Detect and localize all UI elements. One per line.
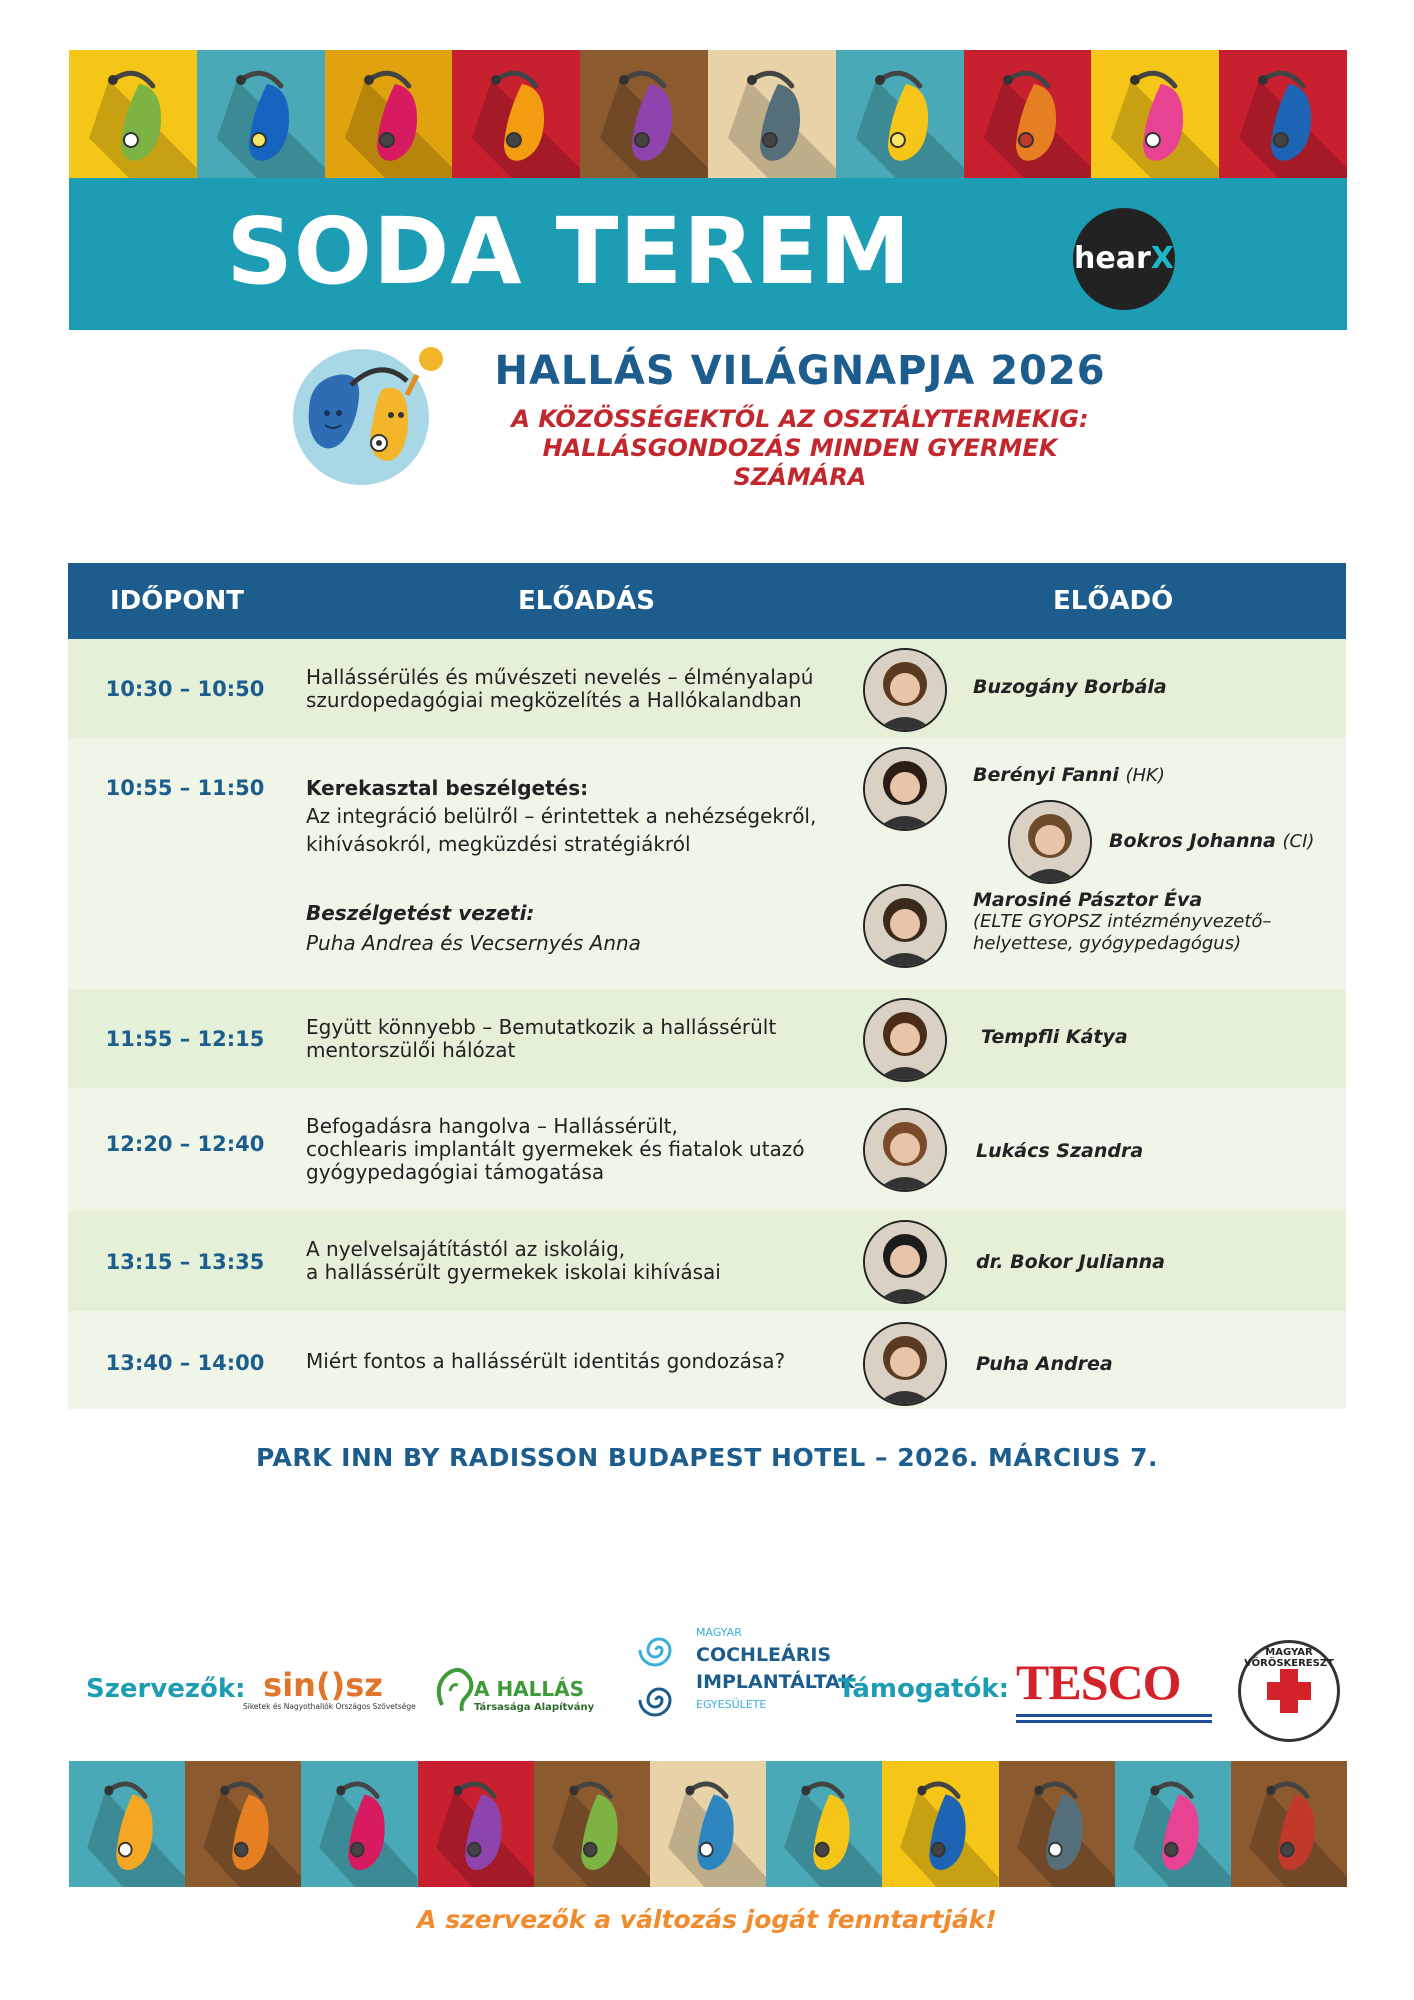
ear-icon: [434, 1665, 474, 1717]
sinosz-tagline: Siketek és Nagyothallók Országos Szövetsége: [243, 1702, 416, 1711]
red-cross-logo: [1238, 1640, 1340, 1742]
hearing-aid-tile: [69, 50, 197, 178]
table-row: [68, 738, 1346, 989]
hearing-aid-tile: [836, 50, 964, 178]
panel-title: Kerekasztal beszélgetés:: [306, 776, 589, 800]
sinosz-logo: [243, 1666, 416, 1711]
time-slot: 10:55 – 11:50: [105, 776, 265, 800]
hearing-aid-tile: [185, 1761, 301, 1887]
talk-line: a hallássérült gyermekek iskolai kihívásai: [306, 1260, 721, 1284]
ahallas-logo-name: A HALLÁS: [474, 1677, 585, 1701]
hearing-aid-tile: [708, 50, 836, 178]
hearing-aid-tile: [1091, 50, 1219, 178]
speaker-name-text: Berényi Fanni: [973, 764, 1119, 786]
moderator-label: Beszélgetést vezeti:: [306, 901, 535, 925]
tesco-stripe: [1016, 1720, 1212, 1723]
speaker-photo: [1008, 800, 1092, 884]
speaker-note: (ELTE GYOPSZ intézményvezető–: [973, 911, 1272, 932]
table-row: [68, 1210, 1346, 1311]
talk-line: A nyelvelsajátítástól az iskoláig,: [306, 1237, 626, 1261]
hearing-aid-tile: [650, 1761, 766, 1887]
speaker-name-text: Bokros Johanna: [1109, 830, 1276, 852]
red-cross-text: MAGYAR VÖRÖSKERESZT: [1244, 1647, 1334, 1669]
spiral-icon: [634, 1625, 684, 1725]
tesco-stripe: [1016, 1714, 1212, 1717]
cochlear-association-logo: [634, 1625, 855, 1725]
time-slot: 10:30 – 10:50: [105, 677, 265, 701]
column-header-speaker: ELŐADÓ: [1053, 586, 1174, 616]
hearing-aid-tile: [1231, 1761, 1347, 1887]
talk-title: [306, 1016, 886, 1062]
venue-date: PARK INN BY RADISSON BUDAPEST HOTEL – 2026. MÁRCIUS 7.: [255, 1443, 1159, 1472]
cochlear-line: IMPLANTÁLTAK: [696, 1671, 855, 1693]
speaker-photo: [863, 1220, 947, 1304]
speaker-note: (CI): [1282, 831, 1315, 852]
subtitle-line: A KÖZÖSSÉGEKTŐL AZ OSZTÁLYTERMEKIG:: [511, 405, 1089, 433]
hearing-aid-tile: [964, 50, 1092, 178]
table-row: [68, 989, 1346, 1088]
time-slot: 11:55 – 12:15: [105, 1027, 265, 1051]
talk-title: [306, 774, 886, 858]
hearing-aid-tile: [325, 50, 453, 178]
hearing-aid-tile: [1219, 50, 1347, 178]
talk-line: Együtt könnyebb – Bemutatkozik a hallássérült: [306, 1015, 777, 1039]
hearx-logo-text: hearX: [1074, 241, 1174, 276]
speaker-name: [973, 889, 1271, 955]
talk-line: kihívásokról, megküzdési stratégiákról: [306, 832, 691, 856]
subtitle-line: SZÁMÁRA: [733, 463, 867, 491]
talk-title: [306, 1238, 886, 1284]
speaker-photo: [863, 1108, 947, 1192]
table-row: [68, 639, 1346, 738]
talk-line: gyógypedagógiai támogatása: [306, 1160, 605, 1184]
talk-line: cochlearis implantált gyermekek és fiatalok utazó: [306, 1137, 805, 1161]
speaker-name: dr. Bokor Julianna: [976, 1251, 1165, 1273]
hearing-aid-tile: [452, 50, 580, 178]
hearing-aid-tile: [580, 50, 708, 178]
tesco-logo-text: TESCO: [1016, 1654, 1181, 1710]
talk-title: [306, 1350, 886, 1373]
venue-room-title: SODA TEREM: [226, 198, 912, 305]
time-slot: 13:40 – 14:00: [105, 1351, 265, 1375]
speaker-note: helyettese, gyógypedagógus): [973, 933, 1242, 954]
organizers-label: Szervezők:: [86, 1674, 246, 1704]
speaker-photo: [863, 998, 947, 1082]
speaker-name: Puha Andrea: [976, 1353, 1113, 1375]
talk-line: Miért fontos a hallássérült identitás gondozása?: [306, 1349, 786, 1373]
speaker-photo: [863, 648, 947, 732]
speaker-name-text: Marosiné Pásztor Éva: [973, 889, 1203, 911]
talk-title: [306, 666, 886, 712]
ahallas-tagline: Társasága Alapítvány: [474, 1702, 595, 1713]
hearing-aid-tile: [69, 1761, 185, 1887]
speaker-name: Lukács Szandra: [976, 1140, 1144, 1162]
disclaimer-note: A szervezők a változás jogát fenntartják!: [417, 1905, 997, 1934]
moderator-names: Puha Andrea és Vecsernyés Anna: [306, 931, 641, 955]
column-header-time: IDŐPONT: [110, 586, 245, 616]
hearing-aid-tile: [882, 1761, 998, 1887]
hearing-aid-tile: [197, 50, 325, 178]
speaker-name: Tempfli Kátya: [981, 1026, 1128, 1048]
moderators-block: [306, 898, 886, 958]
time-slot: 12:20 – 12:40: [105, 1132, 265, 1156]
bottom-decoration-strip: [69, 1761, 1347, 1887]
cochlear-line: COCHLEÁRIS: [696, 1644, 832, 1666]
top-decoration-strip: [69, 50, 1347, 178]
talk-line: mentorszülői hálózat: [306, 1038, 516, 1062]
header-banner: [69, 178, 1347, 330]
tesco-logo: [1016, 1654, 1216, 1734]
hearing-aid-tile: [1115, 1761, 1231, 1887]
event-subtitle: [460, 405, 1140, 492]
talk-line: szurdopedagógiai megközelítés a Hallókalandban: [306, 688, 802, 712]
table-row: [68, 1311, 1346, 1409]
table-row: [68, 1088, 1346, 1210]
talk-title: [306, 1115, 886, 1184]
hearing-aid-tile: [418, 1761, 534, 1887]
speaker-name: [1109, 830, 1314, 853]
speaker-photo: [863, 1322, 947, 1406]
hearing-aid-tile: [301, 1761, 417, 1887]
event-title: HALLÁS VILÁGNAPJA 2026: [494, 348, 1106, 394]
speaker-photo: [863, 884, 947, 968]
speaker-note: (HK): [1125, 765, 1165, 786]
talk-line: Az integráció belülről – érintettek a nehézségekről,: [306, 804, 817, 828]
speaker-name: [973, 764, 1165, 787]
supporters-label: Támogatók:: [838, 1674, 1010, 1704]
speaker-name: Buzogány Borbála: [973, 676, 1167, 698]
time-slot: 13:15 – 13:35: [105, 1250, 265, 1274]
cochlear-line: EGYESÜLETE: [696, 1698, 767, 1711]
hearx-logo: [1073, 208, 1175, 310]
subtitle-line: HALLÁSGONDOZÁS MINDEN GYERMEK: [542, 434, 1058, 462]
hearing-aid-tile: [999, 1761, 1115, 1887]
hearing-aids-emblem: [279, 339, 447, 487]
column-header-talk: ELŐADÁS: [518, 586, 655, 616]
talk-line: Befogadásra hangolva – Hallássérült,: [306, 1114, 678, 1138]
talk-line: Hallássérülés és művészeti nevelés – élményalapú: [306, 665, 814, 689]
schedule-table-header: [68, 563, 1346, 639]
hearing-aid-tile: [534, 1761, 650, 1887]
ahallas-logo: [434, 1663, 609, 1723]
hearing-aid-tile: [766, 1761, 882, 1887]
cochlear-line: MAGYAR: [696, 1626, 742, 1639]
speaker-photo: [863, 747, 947, 831]
sinosz-logo-name: sin()sz: [263, 1666, 383, 1704]
